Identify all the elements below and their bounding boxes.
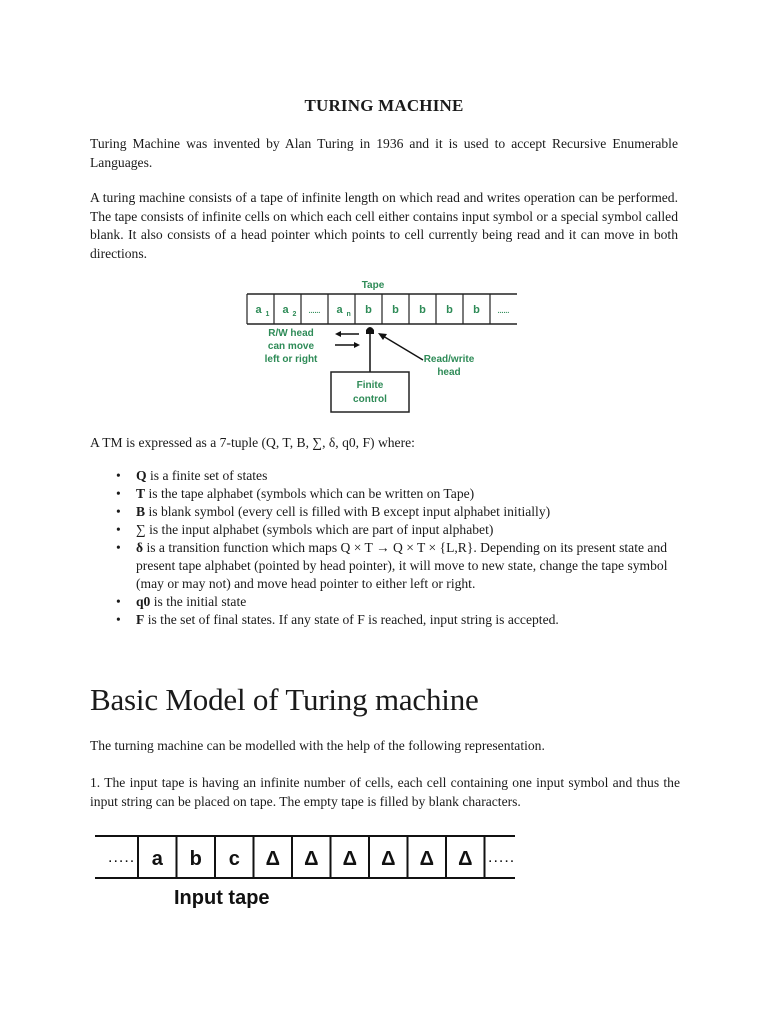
- read-write-head-label-1: Read/write: [423, 354, 475, 365]
- definition-symbol: q0: [136, 594, 151, 609]
- tape-cells: [247, 294, 509, 324]
- tape-cell-symbol: b: [446, 304, 453, 316]
- definition-item: [90, 467, 690, 485]
- tape-cell-symbol: b: [419, 304, 426, 316]
- tape-cell-symbol: b: [365, 304, 372, 316]
- input-tape-cell-symbol: c: [228, 848, 240, 870]
- definition-item: [90, 593, 690, 611]
- tape-cell-symbol: b: [473, 304, 480, 316]
- finite-control-label-1: Finite: [356, 380, 384, 391]
- definition-symbol: Q: [136, 468, 147, 483]
- input-tape-cell-symbol: b: [189, 848, 202, 870]
- tape-cell-symbol: ......: [497, 308, 510, 315]
- definition-text: is the tape alphabet (symbols which can be written on Tape): [145, 486, 475, 501]
- definition-item: [90, 521, 690, 539]
- tape-label: Tape: [361, 280, 385, 291]
- input-tape-right-dots: .....: [488, 849, 516, 866]
- definition-symbol: δ: [136, 540, 144, 555]
- input-tape-left-dots: .....: [108, 849, 136, 866]
- finite-control-box: [331, 372, 409, 412]
- read-write-head-label-2: head: [437, 367, 461, 378]
- definition-text: is the initial state: [150, 594, 247, 609]
- input-tape-cell-symbol: a: [151, 848, 163, 870]
- input-tape-cell-symbol: Δ: [265, 848, 280, 870]
- definition-symbol: F: [136, 612, 145, 627]
- read-write-arrow-icon: [378, 333, 423, 360]
- turing-tape-diagram: [245, 276, 520, 416]
- input-tape-cells: [138, 836, 485, 878]
- head-pointer-icon: [366, 327, 374, 334]
- left-arrow-icon: [335, 331, 359, 337]
- model-intro: The turning machine can be modelled with the help of the following representation.: [90, 738, 545, 753]
- definition-item: [90, 485, 690, 503]
- definition-item: [90, 539, 690, 593]
- tape-cell-subscript: 1: [265, 311, 270, 318]
- tape-cell-symbol: ......: [308, 308, 321, 315]
- tape-cell-symbol: a: [336, 304, 343, 316]
- input-tape-cell-symbol: Δ: [381, 848, 396, 870]
- input-tape-caption: Input tape: [174, 887, 270, 909]
- definition-text: ∑ is the input alphabet (symbols which are part of input alphabet): [136, 522, 494, 537]
- rw-head-label-2: can move: [267, 341, 315, 352]
- definition-item: [90, 611, 690, 629]
- definition-text: is a transition function which maps Q × T → Q × T × {L,R}. Depending on its present state and present tape alphabet (pointed by head pointer), it will move to new state, change the tape symbol (may or may not) and move head pointer to either left or right.: [136, 540, 668, 591]
- rw-head-label-3: left or right: [264, 354, 318, 365]
- description-paragraph: A turing machine consists of a tape of infinite length on which read and writes operation can be performed. The tape consists of infinite cells on which each cell either contains input symbol or a special symbol called blank. It also consists of a head pointer which points to cell currently being read and it can move in both directions.: [90, 190, 678, 261]
- definition-text: is blank symbol (every cell is filled with B except input alphabet initially): [145, 504, 551, 519]
- finite-control-label-2: control: [353, 394, 387, 405]
- section-heading: Basic Model of Turing machine: [90, 682, 479, 717]
- input-tape-diagram: [90, 832, 520, 912]
- tape-cell-symbol: a: [282, 304, 289, 316]
- input-tape-cell-symbol: Δ: [419, 848, 434, 870]
- model-point-1: 1. The input tape is having an infinite number of cells, each cell containing one input symbol and thus the input string can be placed on tape. The empty tape is filled by blank characters.: [90, 775, 680, 809]
- input-tape-cell-symbol: Δ: [342, 848, 357, 870]
- definition-text: is a finite set of states: [146, 468, 268, 483]
- tape-cell-symbol: a: [255, 304, 262, 316]
- tape-cell-subscript: n: [346, 311, 351, 318]
- intro-paragraph: Turing Machine was invented by Alan Turing in 1936 and it is used to accept Recursive Enumerable Languages.: [90, 136, 678, 170]
- input-tape-cell-symbol: Δ: [304, 848, 319, 870]
- tape-cell-subscript: 2: [292, 311, 297, 318]
- right-arrow-icon: [335, 342, 360, 348]
- tape-cell-symbol: b: [392, 304, 399, 316]
- rw-head-label-1: R/W head: [268, 328, 314, 339]
- tuple-intro: A TM is expressed as a 7-tuple (Q, T, B, ∑, δ, q0, F) where:: [90, 435, 415, 450]
- definition-text: is the set of final states. If any state of F is reached, input string is accepted.: [144, 612, 559, 627]
- definition-symbol: T: [136, 486, 146, 501]
- input-tape-cell-symbol: Δ: [458, 848, 473, 870]
- definition-item: [90, 503, 690, 521]
- definition-symbol: B: [136, 504, 146, 519]
- page-title: TURING MACHINE: [304, 96, 464, 115]
- definition-list: [90, 467, 690, 629]
